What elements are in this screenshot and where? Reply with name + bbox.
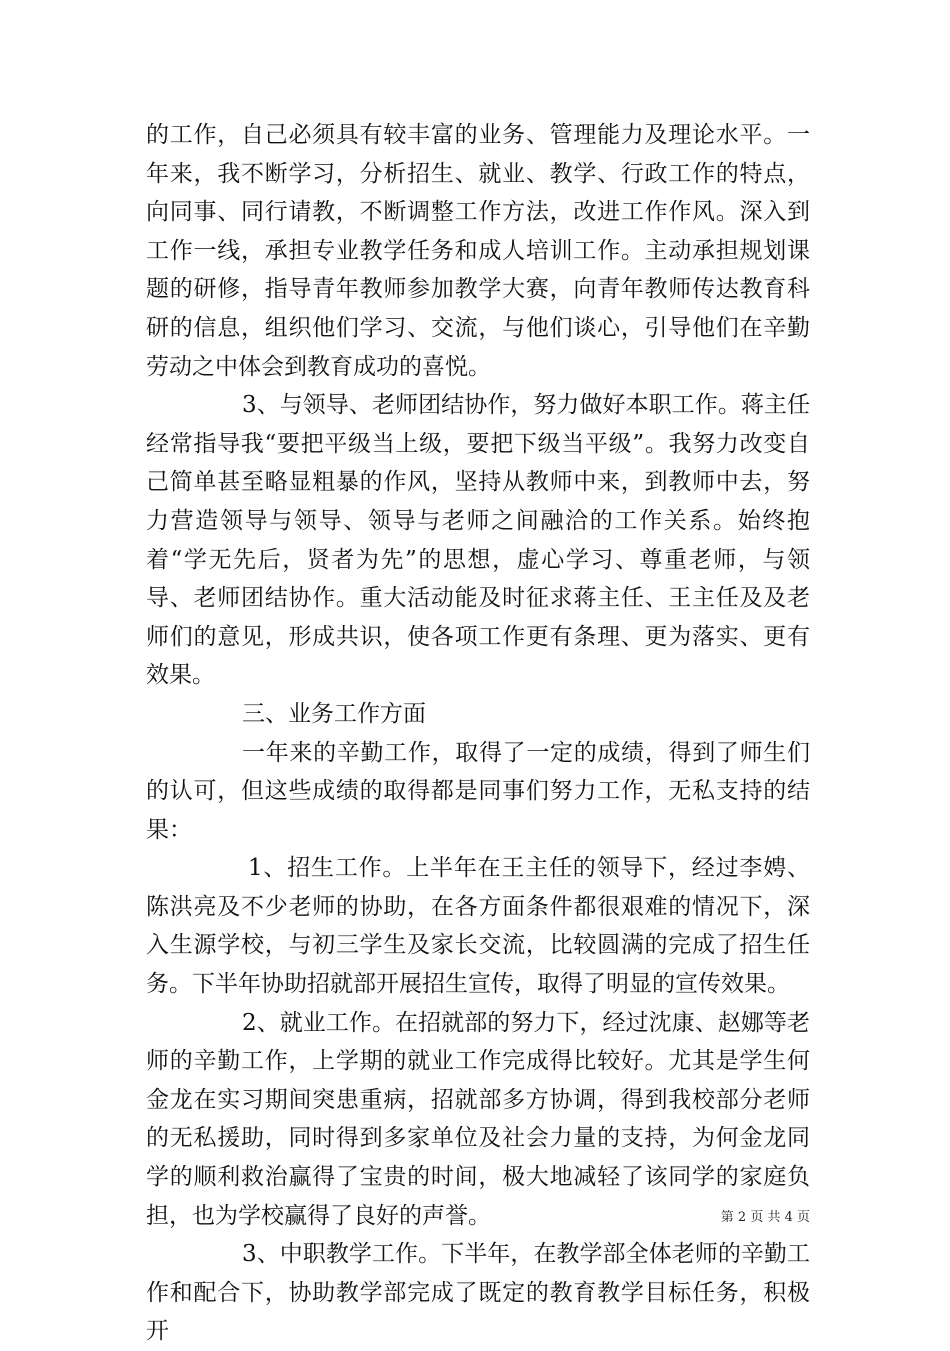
paragraph-teaching-work: 3、中职教学工作。下半年，在教学部全体老师的辛勤工作和配合下，协助教学部完成了既定的教育教学目标任务，积极开 xyxy=(146,1241,810,1345)
document-body xyxy=(146,116,810,1351)
paragraph-cooperation: 3、与领导、老师团结协作，努力做好本职工作。蒋主任经常指导我“要把平级当上级，要把下级当平级”。我努力改变自己简单甚至略显粗暴的作风，坚持从教师中来，到教师中去，努力营造领导与领导、领导与老师之间融洽的工作关系。始终抱着“学无先后，贤者为先”的思想，虚心学习、尊重老师，与领导、老师团结协作。重大活动能及时征求蒋主任、王主任及及老师们的意见，形成共识，使各项工作更有条理、更为落实、更有效果。 xyxy=(146,392,810,689)
section-heading-business-work: 三、业务工作方面 xyxy=(242,700,426,727)
page-number-footer: 第 2 页 共 4 页 xyxy=(720,1210,810,1225)
paragraph-achievements-intro: 一年来的辛勤工作，取得了一定的成绩，得到了师生们的认可，但这些成绩的取得都是同事们努力工作，无私支持的结果： xyxy=(146,739,810,843)
paragraph-work-study: 的工作，自己必须具有较丰富的业务、管理能力及理论水平。一年来，我不断学习，分析招生、就业、教学、行政工作的特点，向同事、同行请教，不断调整工作方法，改进工作作风。深入到工作一线，承担专业教学任务和成人培训工作。主动承担规划课题的研修，指导青年教师参加教学大赛，向青年教师传达教育科研的信息，组织他们学习、交流，与他们谈心，引导他们在辛勤劳动之中体会到教育成功的喜悦。 xyxy=(146,122,810,380)
paragraph-enrollment-work: 1、招生工作。上半年在王主任的领导下，经过李娉、陈洪亮及不少老师的协助，在各方面条件都很艰难的情况下，深入生源学校，与初三学生及家长交流，比较圆满的完成了招生任务。下半年协助招就部开展招生宣传，取得了明显的宣传效果。 xyxy=(146,855,810,998)
paragraph-employment-work: 2、就业工作。在招就部的努力下，经过沈康、赵娜等老师的辛勤工作，上学期的就业工作完成得比较好。尤其是学生何金龙在实习期间突患重病，招就部多方协调，得到我校部分老师的无私援助，同时得到多家单位及社会力量的支持，为何金龙同学的顺利救治赢得了宝贵的时间，极大地减轻了该同学的家庭负担，也为学校赢得了良好的声誉。 xyxy=(146,1009,810,1229)
